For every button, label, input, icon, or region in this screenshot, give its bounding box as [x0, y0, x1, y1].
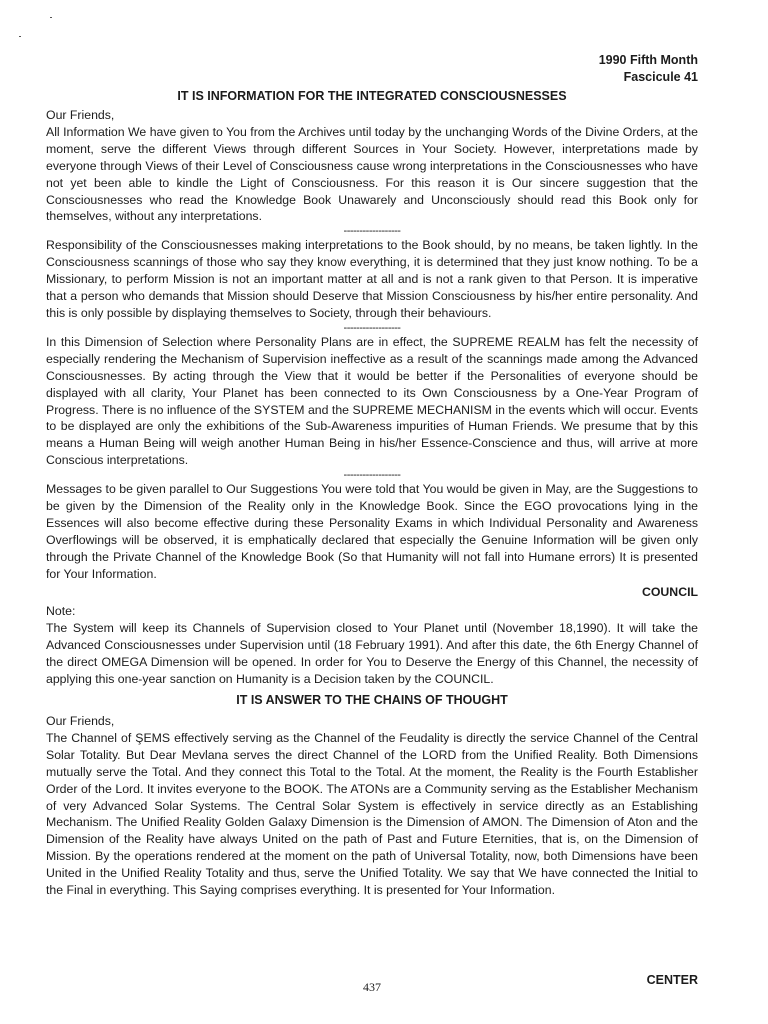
- center-signature: CENTER: [646, 973, 698, 987]
- paragraph-2: Responsibility of the Consciousnesses making interpretations to the Book should, by no means, be taken lightly. In the Consciousness scannings of those who say they know everything, it is determined that they just know nothing. To be a Missionary, to perform Mission is not an important matter at all and is not a rank given to that Person. It is imperative that a person who demands that Mission should Deserve that Mission Consciousness by his/her entire personality. And this is only possible by displaying themselves to Society, through their behaviours.: [46, 238, 698, 320]
- salutation: Our Friends,: [46, 714, 115, 728]
- separator: ------------------: [343, 469, 401, 482]
- note-label: Note:: [46, 604, 76, 619]
- page-footer: [46, 970, 698, 998]
- council-signature: COUNCIL: [641, 584, 698, 599]
- scan-speck: [19, 36, 21, 37]
- page-number: 437: [363, 980, 381, 994]
- note-text: The System will keep its Channels of Supervision closed to Your Planet until (November 18,1990). It will take the Advanced Consciousnesses under Supervision until (18 February 1991). And after this date, the 6th Energy Channel of the direct OMEGA Dimension will be opened. In order for You to Deserve the Energy of this Channel, the necessity of applying this one-year sanction on Humanity is a Decision taken by the COUNCIL.: [46, 621, 698, 687]
- date-header: 1990 Fifth Month: [598, 53, 698, 67]
- paragraph-1: All Information We have given to You from the Archives until today by the unchanging Words of the Divine Orders, at the moment, serve the different Views through different Sources in Your Society. However, interpretations made by everyone through Views of their Level of Consciousness cause wrong interpretations in the Consciousnesses who have not yet been able to kindle the Light of Consciousness. For this reason it is Our sincere suggestion that the Consciousnesses who read the Knowledge Book Unawarely and Unconsciously should read this Book only for themselves, without any interpretations.: [46, 124, 698, 224]
- salutation: Our Friends,: [46, 108, 115, 122]
- section-1-title: IT IS INFORMATION FOR THE INTEGRATED CONSCIOUSNESSES: [177, 89, 567, 103]
- document-page: [46, 52, 698, 899]
- paragraph-3: In this Dimension of Selection where Personality Plans are in effect, the SUPREME REALM has felt the necessity of especially rendering the Mechanism of Supervision ineffective as a result of the scannings made among the Advanced Consciousnesses. By acting through the View that it would be better if the Personalities of everyone should be displayed with all clarity, Your Planet has been connected to its Own Consciousness by a One-Year Program of Progress. There is no influence of the SYSTEM and the SUPREME MECHANISM in the events which will occur. Events to be displayed are only the exhibitions of the Sub-Awareness impurities of Human Friends. We presume that by this means a Human Being will weigh another Human Being in his/her Essence-Conscience and thus, will arrive at more Conscious interpretations.: [46, 334, 698, 468]
- paragraph-5: The Channel of ŞEMS effectively serving as the Channel of the Feudality is directly the service Channel of the Central Solar Totality. But Dear Mevlana serves the direct Channel of the LORD from the Unified Reality. Both Dimensions mutually serve the Total. And they connect this Total to the Total. At the moment, the Reality is the Fourth Establisher Order of the Lord. It invites everyone to the BOOK. The ATONs are a Community serving as the Establisher Mechanism of very Advanced Solar Systems. The Central Solar System is effectively in service directly as an Establishing Mechanism. The Unified Reality Golden Galaxy Dimension is the Dimension of AMON. The Dimension of Aton and the Dimension of the Reality have always United on the path of Past and Future Eternities, that is, on the Dimension of Mission. By the operations rendered at the moment on the path of Universal Totality, now, both Dimensions have been United in the Unified Reality Totality and thus, serve the Unified Totality. We say that We have connected the Initial to the Final in everything. This Saying comprises everything. It is presented for Your Information.: [46, 730, 698, 898]
- paragraph-4: Messages to be given parallel to Our Suggestions You were told that You would be given in May, are the Suggestions to be given by the Dimension of the Reality only in the Knowledge Book. Since the EGO provocations lying in the Essences will also become effective during these Personality Exams in which Individual Personality and Awareness Overflowings will be observed, it is emphatically declared that especially the Genuine Information will be given only through the Private Channel of the Knowledge Book (So that Humanity will not fall into Humane errors) It is presented for Your Information.: [46, 482, 698, 581]
- separator: ------------------: [343, 321, 401, 334]
- scan-speck: [50, 17, 52, 18]
- separator: ------------------: [343, 225, 401, 238]
- fascicle-header: Fascicule 41: [623, 70, 698, 84]
- section-2-title: IT IS ANSWER TO THE CHAINS OF THOUGHT: [236, 693, 508, 707]
